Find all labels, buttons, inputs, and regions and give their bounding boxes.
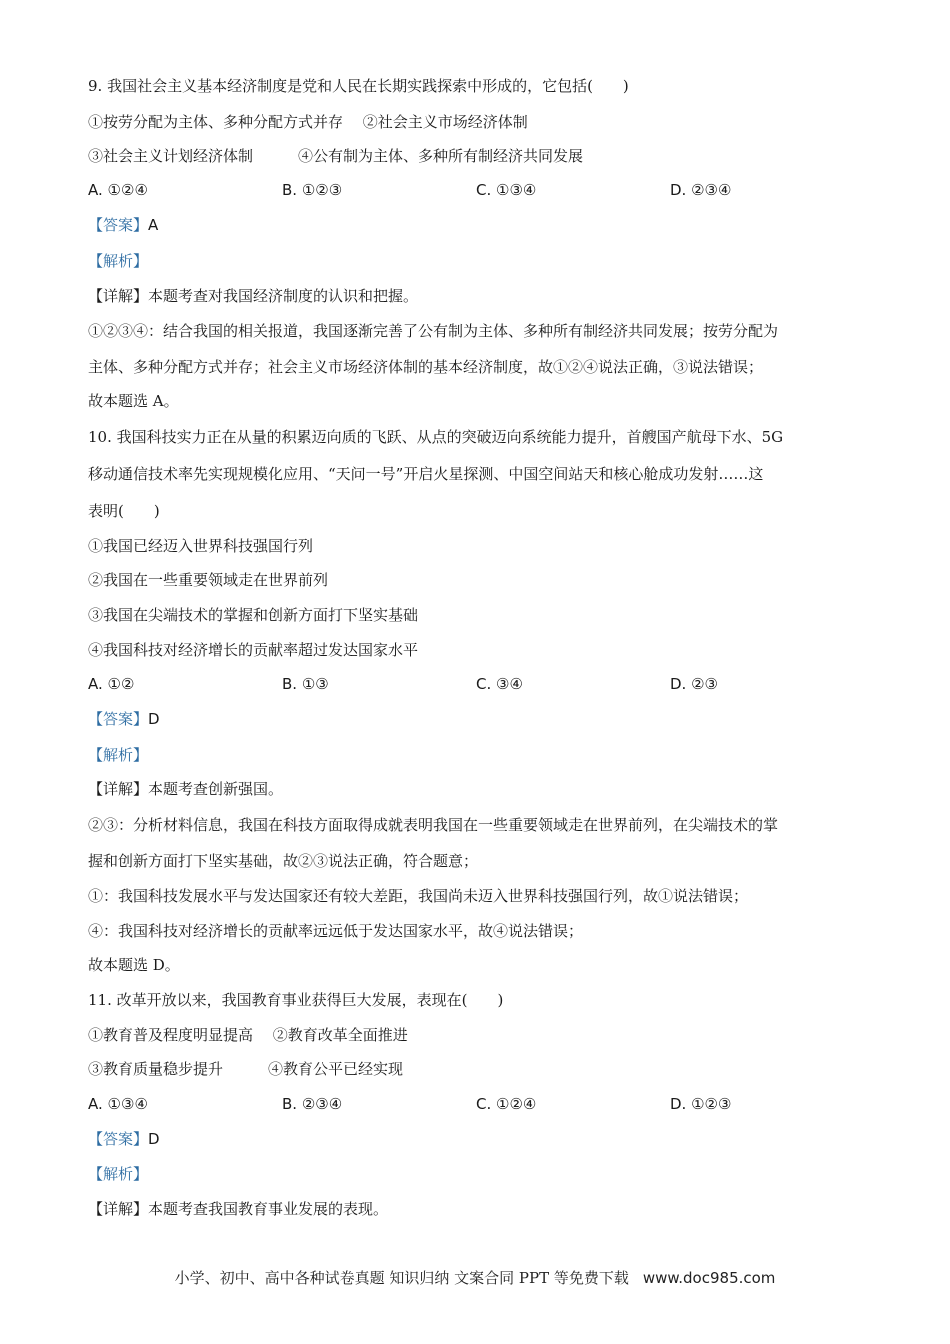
question-11-option-b: B. ②③④: [282, 1095, 343, 1113]
question-11-option-a: A. ①③④: [88, 1095, 148, 1113]
question-11-option-c: C. ①②④: [476, 1095, 537, 1113]
question-9-detail-line: 故本题选 A。: [88, 392, 179, 410]
question-9-option-c: C. ①③④: [476, 181, 537, 199]
question-10-item: ①我国已经迈入世界科技强国行列: [88, 537, 314, 555]
question-11-option-d: D. ①②③: [670, 1095, 732, 1113]
question-11-answer: 【答案】D: [88, 1130, 160, 1148]
question-10-option-c: C. ③④: [476, 675, 523, 693]
footer-link[interactable]: www.doc985.com: [642, 1269, 776, 1287]
page-footer: [0, 1268, 950, 1288]
question-10-detail: 【详解】本题考查创新强国。: [88, 780, 284, 798]
question-10-item: ②我国在一些重要领域走在世界前列: [88, 571, 329, 589]
question-9-item: ③社会主义计划经济体制 ④公有制为主体、多种所有制经济共同发展: [88, 147, 584, 165]
question-11-detail: 【详解】本题考查我国教育事业发展的表现。: [88, 1200, 389, 1218]
question-10-item: ③我国在尖端技术的掌握和创新方面打下坚实基础: [88, 606, 419, 624]
question-10-stem: 移动通信技术率先实现规模化应用、“天问一号”开启火星探测、中国空间站天和核心舱成功发射……这: [88, 465, 764, 483]
question-9-answer: 【答案】A: [88, 216, 159, 234]
question-10-option-a: A. ①②: [88, 675, 135, 693]
question-9-detail-line: ①②③④：结合我国的相关报道，我国逐渐完善了公有制为主体、多种所有制经济共同发展；按劳分配为: [88, 322, 779, 340]
question-10-item: ④我国科技对经济增长的贡献率超过发达国家水平: [88, 641, 419, 659]
question-11-item: ③教育质量稳步提升 ④教育公平已经实现: [88, 1060, 404, 1078]
question-10-detail-line: ①：我国科技发展水平与发达国家还有较大差距，我国尚未迈入世界科技强国行列，故①说法错误；: [88, 887, 749, 905]
question-10-stem: 表明( ): [88, 502, 160, 520]
question-10-detail-line: ④：我国科技对经济增长的贡献率远远低于发达国家水平，故④说法错误；: [88, 922, 584, 940]
question-9-item: ①按劳分配为主体、多种分配方式并存 ②社会主义市场经济体制: [88, 113, 528, 131]
question-9-analysis-tag: 【解析】: [88, 252, 149, 270]
question-10-detail-line: ②③：分析材料信息，我国在科技方面取得成就表明我国在一些重要领域走在世界前列，在尖端技术的掌: [88, 816, 779, 834]
question-10-analysis-tag: 【解析】: [88, 746, 149, 764]
question-10-option-b: B. ①③: [282, 675, 329, 693]
question-11-analysis-tag: 【解析】: [88, 1165, 149, 1183]
question-11-item: ①教育普及程度明显提高 ②教育改革全面推进: [88, 1026, 408, 1044]
question-11-stem: 11. 改革开放以来，我国教育事业获得巨大发展，表现在( ): [88, 991, 504, 1009]
footer-text: 小学、初中、高中各种试卷真题 知识归纳 文案合同 PPT 等免费下载: [174, 1269, 629, 1287]
question-9-stem: 9. 我国社会主义基本经济制度是党和人民在长期实践探索中形成的，它包括( ): [88, 77, 629, 95]
question-9-option-d: D. ②③④: [670, 181, 732, 199]
question-9-option-b: B. ①②③: [282, 181, 343, 199]
question-10-option-d: D. ②③: [670, 675, 719, 693]
question-10-detail-line: 握和创新方面打下坚实基础，故②③说法正确，符合题意；: [88, 852, 479, 870]
question-9-detail: 【详解】本题考查对我国经济制度的认识和把握。: [88, 287, 419, 305]
question-9-option-a: A. ①②④: [88, 181, 148, 199]
question-10-answer: 【答案】D: [88, 710, 160, 728]
question-10-detail-line: 故本题选 D。: [88, 956, 180, 974]
question-10-stem: 10. 我国科技实力正在从量的积累迈向质的飞跃、从点的突破迈向系统能力提升，首艘国产航母下水、5G: [88, 428, 784, 446]
question-9-detail-line: 主体、多种分配方式并存；社会主义市场经济体制的基本经济制度，故①②④说法正确，③说法错误；: [88, 358, 764, 376]
